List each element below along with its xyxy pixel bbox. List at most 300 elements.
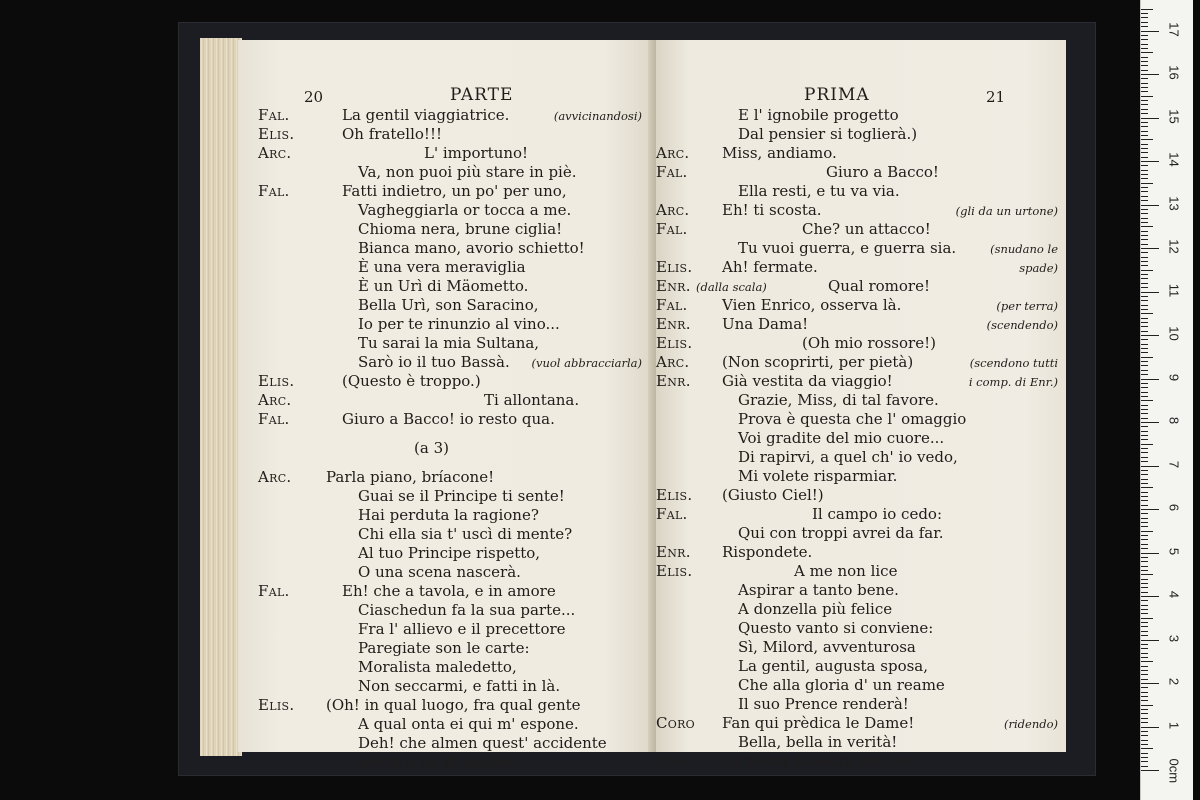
ruler-tick bbox=[1141, 9, 1153, 10]
ruler-tick bbox=[1141, 365, 1148, 366]
ruler-number: 4 bbox=[1166, 590, 1182, 599]
ruler-tick bbox=[1141, 692, 1148, 693]
right_page-stage-direction: spade) bbox=[1019, 261, 1058, 275]
ruler-tick bbox=[1141, 553, 1159, 554]
right_page-verse-line: A donzella più felice bbox=[738, 600, 893, 618]
left_page-verse-line: Chioma nera, brune ciglia! bbox=[358, 220, 563, 238]
ruler-tick bbox=[1141, 535, 1148, 536]
ruler-tick bbox=[1141, 570, 1148, 571]
ruler-tick bbox=[1141, 444, 1153, 445]
ruler-tick bbox=[1141, 622, 1148, 623]
ruler-tick bbox=[1141, 731, 1148, 732]
right_page-verse-line: Miss, andiamo. bbox=[722, 144, 837, 162]
ruler-tick bbox=[1141, 261, 1148, 262]
ruler-number: 12 bbox=[1166, 239, 1182, 254]
ruler-tick bbox=[1141, 696, 1148, 697]
ruler-tick bbox=[1141, 457, 1148, 458]
page-number-right: 21 bbox=[986, 88, 1006, 106]
ruler-tick bbox=[1141, 265, 1148, 266]
right_page-stage-direction: (gli da un urtone) bbox=[955, 204, 1058, 218]
left_page-verse-line: Bella Urì, son Saracino, bbox=[358, 296, 539, 314]
left_page-verse-line: (Questo è troppo.) bbox=[342, 372, 481, 390]
left_page-verse-line: Ciaschedun fa la sua parte... bbox=[358, 601, 576, 619]
ruler-tick bbox=[1141, 309, 1148, 310]
left_page-verse-line: Fra l' allievo e il precettore bbox=[358, 620, 566, 638]
right_page-speaker: Elis. bbox=[656, 334, 693, 352]
ruler-tick bbox=[1141, 683, 1159, 684]
right_page-verse-line: La gentil, augusta sposa, bbox=[738, 657, 929, 675]
ruler-tick bbox=[1141, 339, 1148, 340]
ruler-tick bbox=[1141, 753, 1148, 754]
ruler-tick bbox=[1141, 165, 1148, 166]
ruler-tick bbox=[1141, 331, 1148, 332]
ruler-tick bbox=[1141, 61, 1148, 62]
ruler-tick bbox=[1141, 26, 1148, 27]
ruler-tick bbox=[1141, 283, 1148, 284]
ruler-tick bbox=[1141, 557, 1148, 558]
ruler-tick bbox=[1141, 52, 1153, 53]
ruler-tick bbox=[1141, 492, 1148, 493]
running-head-left: PARTE bbox=[450, 85, 514, 105]
left_page-verse-line: A qual onta ei qui m' espone. bbox=[358, 715, 579, 733]
ruler-tick bbox=[1141, 418, 1148, 419]
right_page-stage-direction: (per terra) bbox=[996, 299, 1058, 313]
ruler-tick bbox=[1141, 335, 1159, 336]
ruler-tick bbox=[1141, 148, 1148, 149]
ruler-tick bbox=[1141, 413, 1148, 414]
ruler-tick bbox=[1141, 648, 1148, 649]
right-page bbox=[656, 40, 1066, 770]
right_page-speaker: Coro bbox=[656, 714, 695, 732]
right_page-verse-line: Prova è questa che l' omaggio bbox=[738, 410, 967, 428]
ruler-tick bbox=[1141, 87, 1148, 88]
right_page-stage-direction: (ridendo) bbox=[1003, 717, 1058, 731]
ruler-tick bbox=[1141, 757, 1148, 758]
right_page-speaker: Enr. bbox=[656, 752, 691, 770]
left_page-verse-line: Bianca mano, avorio schietto! bbox=[358, 239, 585, 257]
right_page-verse-line: Ella resti, e tu va via. bbox=[738, 182, 900, 200]
left_page-speaker: Fal. bbox=[258, 182, 290, 200]
ruler-tick bbox=[1141, 31, 1159, 32]
left-page bbox=[238, 40, 654, 771]
ruler-tick bbox=[1141, 235, 1148, 236]
ruler-tick bbox=[1141, 257, 1148, 258]
right_page-verse-line: Qui con troppi avrei da far. bbox=[738, 524, 944, 542]
ruler-tick bbox=[1141, 548, 1148, 549]
ruler-tick bbox=[1141, 392, 1148, 393]
left_page-verse-line: È un Urì di Mäometto. bbox=[358, 277, 529, 295]
right_page-speaker: Enr. bbox=[656, 372, 691, 390]
ruler-tick bbox=[1141, 605, 1148, 606]
ruler-tick bbox=[1141, 687, 1148, 688]
ruler-tick bbox=[1141, 409, 1148, 410]
ruler-tick bbox=[1141, 718, 1148, 719]
ruler-tick bbox=[1141, 222, 1148, 223]
ruler-tick bbox=[1141, 113, 1148, 114]
ruler-tick bbox=[1141, 613, 1148, 614]
ruler-tick bbox=[1141, 727, 1159, 728]
ruler-tick bbox=[1141, 574, 1153, 575]
right_page-verse-line: Voi gradite del mio cuore... bbox=[738, 429, 945, 447]
ruler-tick bbox=[1141, 300, 1148, 301]
right_page-stage-direction: (snudano le bbox=[990, 242, 1058, 256]
left_page-speaker: Arc. bbox=[258, 391, 292, 409]
ruler-tick bbox=[1141, 270, 1153, 271]
right_page-verse-line: Bella, bella in verità! bbox=[738, 733, 898, 751]
ruler-tick bbox=[1141, 461, 1148, 462]
right_page-speaker: Enr. bbox=[656, 277, 691, 295]
ruler-tick bbox=[1141, 187, 1148, 188]
left_page-speaker: Arc. bbox=[258, 144, 292, 162]
ruler-tick bbox=[1141, 644, 1148, 645]
ruler-number: 2 bbox=[1166, 677, 1182, 686]
ruler-tick bbox=[1141, 278, 1148, 279]
ruler-tick bbox=[1141, 470, 1148, 471]
ruler-tick bbox=[1141, 22, 1148, 23]
ruler-number: 6 bbox=[1166, 503, 1182, 512]
left_page-verse-line: Io per te rinunzio al vino... bbox=[358, 315, 560, 333]
right_page-stage-direction: (scendono tutti bbox=[969, 356, 1058, 370]
left_page-verse-line: Oh fratello!!! bbox=[342, 125, 443, 143]
ruler-tick bbox=[1141, 626, 1148, 627]
left_page-verse-line: Eh! che a tavola, e in amore bbox=[342, 582, 556, 600]
ruler-number: 11 bbox=[1166, 283, 1182, 297]
ruler-tick bbox=[1141, 387, 1148, 388]
ruler-tick bbox=[1141, 705, 1153, 706]
ruler-tick bbox=[1141, 152, 1148, 153]
ruler-tick bbox=[1141, 239, 1148, 240]
ruler-tick bbox=[1141, 518, 1148, 519]
left_page-verse-line: Ti allontana. bbox=[484, 391, 580, 409]
ruler-tick bbox=[1141, 748, 1153, 749]
ruler-tick bbox=[1141, 653, 1148, 654]
left_page-verse-line: È una vera meraviglia bbox=[358, 258, 526, 276]
ruler-number: 5 bbox=[1166, 547, 1182, 555]
ruler-tick bbox=[1141, 526, 1148, 527]
right_page-speaker: Fal. bbox=[656, 296, 688, 314]
right_page-speaker: Arc. bbox=[656, 201, 690, 219]
left_page-verse-line: O una scena nascerà. bbox=[358, 563, 521, 581]
ruler-tick bbox=[1141, 592, 1148, 593]
ruler-tick bbox=[1141, 96, 1153, 97]
left_page-stage-direction: (avvicinandosi) bbox=[553, 109, 642, 123]
ruler-tick bbox=[1141, 57, 1148, 58]
ruler-tick bbox=[1141, 131, 1148, 132]
ruler-tick bbox=[1141, 561, 1148, 562]
right_page-stage-direction: (scendendo) bbox=[986, 318, 1058, 332]
ruler-tick bbox=[1141, 400, 1153, 401]
ruler-tick bbox=[1141, 600, 1148, 601]
ruler-tick bbox=[1141, 91, 1148, 92]
ruler-tick bbox=[1141, 435, 1148, 436]
left_page-verse-line: Al tuo Principe rispetto, bbox=[358, 544, 541, 562]
ruler-tick bbox=[1141, 544, 1148, 545]
left_page-verse-line: Serva a lui di lezione, bbox=[358, 753, 523, 771]
ruler-tick bbox=[1141, 100, 1148, 101]
right_page-verse-line: Fan qui prèdica le Dame! bbox=[722, 714, 915, 732]
right_page-verse-line: Rispondete. bbox=[722, 543, 813, 561]
ruler-tick bbox=[1141, 70, 1148, 71]
ruler-tick bbox=[1141, 735, 1148, 736]
left_page-verse-line: Moralista maledetto, bbox=[358, 658, 517, 676]
right_page-verse-line: E l' ignobile progetto bbox=[738, 106, 899, 124]
right_page-verse-line: Che? un attacco! bbox=[802, 220, 931, 238]
ruler-tick bbox=[1141, 579, 1148, 580]
ruler-tick bbox=[1141, 766, 1148, 767]
right_page-verse-line: Il campo io cedo: bbox=[812, 505, 943, 523]
right_page-verse-line: Dal pensier si toglierà.) bbox=[738, 125, 918, 143]
left_page-verse-line: Vagheggiarla or tocca a me. bbox=[358, 201, 572, 219]
ruler-tick bbox=[1141, 509, 1159, 510]
ruler-tick bbox=[1141, 305, 1148, 306]
ruler-tick bbox=[1141, 144, 1148, 145]
right_page-verse-line: Di moral mäestra ancora! bbox=[722, 752, 918, 770]
ruler-tick bbox=[1141, 161, 1159, 162]
ruler-tick bbox=[1141, 248, 1159, 249]
right_page-stage-direction: i comp. di Enr.) bbox=[968, 375, 1058, 389]
ruler-tick bbox=[1141, 505, 1148, 506]
ruler-tick bbox=[1141, 17, 1148, 18]
ruler-tick bbox=[1141, 48, 1148, 49]
ruler-tick bbox=[1141, 13, 1148, 14]
ruler-tick bbox=[1141, 326, 1148, 327]
right_page-speaker: Enr. bbox=[656, 543, 691, 561]
ruler-number: 13 bbox=[1166, 195, 1182, 211]
ruler-tick bbox=[1141, 126, 1148, 127]
ruler-tick bbox=[1141, 231, 1148, 232]
ruler-tick bbox=[1141, 357, 1153, 358]
ruler-tick bbox=[1141, 722, 1148, 723]
ruler-tick bbox=[1141, 157, 1148, 158]
left_page-verse-line: Paregiate son le carte: bbox=[358, 639, 530, 657]
ruler-tick bbox=[1141, 405, 1148, 406]
ruler-tick bbox=[1141, 183, 1153, 184]
ruler-tick bbox=[1141, 744, 1148, 745]
left_page-stage-direction: (vuol abbracciarla) bbox=[531, 356, 642, 370]
right_page-verse-line: Di rapirvi, a quel ch' io vedo, bbox=[738, 448, 958, 466]
left_page-speaker: Fal. bbox=[258, 106, 290, 124]
ruler-tick bbox=[1141, 713, 1148, 714]
ruler-tick bbox=[1141, 200, 1148, 201]
ruler-tick bbox=[1141, 244, 1148, 245]
ruler-tick bbox=[1141, 83, 1148, 84]
right_page-verse-line: (Giusto Ciel!) bbox=[722, 486, 824, 504]
ruler-tick bbox=[1141, 709, 1148, 710]
ruler-tick bbox=[1141, 539, 1148, 540]
right_page-verse-line: A me non lice bbox=[794, 562, 898, 580]
left_page-verse-line: Hai perduta la ragione? bbox=[358, 506, 539, 524]
left_page-verse-line: Tu sarai la mia Sultana, bbox=[358, 334, 540, 352]
ruler-tick bbox=[1141, 487, 1153, 488]
right_page-verse-line: Il suo Prence renderà! bbox=[738, 695, 909, 713]
ruler-tick bbox=[1141, 352, 1148, 353]
ruler-tick bbox=[1141, 770, 1159, 771]
right_page-speaker: Enr. bbox=[656, 315, 691, 333]
ruler-tick bbox=[1141, 740, 1148, 741]
measurement-ruler bbox=[1140, 0, 1193, 800]
right_page-speaker: Fal. bbox=[656, 163, 688, 181]
left_page-verse-line: Va, non puoi più stare in piè. bbox=[358, 163, 577, 181]
ruler-tick bbox=[1141, 666, 1148, 667]
ruler-number: 15 bbox=[1166, 108, 1182, 124]
ruler-tick bbox=[1141, 44, 1148, 45]
ruler-tick bbox=[1141, 379, 1159, 380]
ruler-tick bbox=[1141, 274, 1148, 275]
left_page-verse-line: (a 3) bbox=[414, 439, 449, 457]
ruler-tick bbox=[1141, 426, 1148, 427]
ruler-tick bbox=[1141, 170, 1148, 171]
right_page-speaker: Arc. bbox=[656, 353, 690, 371]
left_page-verse-line: La gentil viaggiatrice. bbox=[342, 106, 510, 124]
ruler-tick bbox=[1141, 374, 1148, 375]
ruler-tick bbox=[1141, 65, 1148, 66]
ruler-tick bbox=[1141, 296, 1148, 297]
ruler-tick bbox=[1141, 439, 1148, 440]
ruler-number: 1 bbox=[1166, 721, 1182, 729]
ruler-tick bbox=[1141, 661, 1153, 662]
right_page-speaker: Arc. bbox=[656, 144, 690, 162]
ruler-tick bbox=[1141, 500, 1148, 501]
left_page-verse-line: Deh! che almen quest' accidente bbox=[358, 734, 607, 752]
ruler-unit-label: 0cm bbox=[1166, 758, 1182, 784]
ruler-tick bbox=[1141, 596, 1159, 597]
ruler-tick bbox=[1141, 109, 1148, 110]
ruler-number: 14 bbox=[1166, 152, 1182, 167]
right_page-verse-line: Mi volete risparmiar. bbox=[738, 467, 898, 485]
right_page-verse-line: Grazie, Miss, di tal favore. bbox=[738, 391, 939, 409]
ruler-tick bbox=[1141, 635, 1148, 636]
ruler-tick bbox=[1141, 513, 1148, 514]
ruler-number: 10 bbox=[1166, 326, 1182, 341]
left_page-speaker: Elis. bbox=[258, 696, 295, 714]
running-head-right: PRIMA bbox=[804, 85, 870, 105]
ruler-tick bbox=[1141, 640, 1159, 641]
right_page-speaker: Elis. bbox=[656, 562, 693, 580]
left_page-speaker: Arc. bbox=[258, 468, 292, 486]
right_page-verse-line: Che alla gloria d' un reame bbox=[738, 676, 945, 694]
page-number-left: 20 bbox=[304, 88, 324, 106]
ruler-tick bbox=[1141, 609, 1148, 610]
right_page-verse-line: Sì, Milord, avventurosa bbox=[738, 638, 916, 656]
ruler-tick bbox=[1141, 583, 1148, 584]
ruler-tick bbox=[1141, 496, 1148, 497]
ruler-tick bbox=[1141, 474, 1148, 475]
ruler-tick bbox=[1141, 383, 1148, 384]
ruler-tick bbox=[1141, 209, 1148, 210]
ruler-tick bbox=[1141, 452, 1148, 453]
ruler-tick bbox=[1141, 205, 1159, 206]
left_page-speaker: Elis. bbox=[258, 125, 295, 143]
ruler-tick bbox=[1141, 670, 1148, 671]
ruler-tick bbox=[1141, 466, 1159, 467]
ruler-tick bbox=[1141, 191, 1148, 192]
ruler-tick bbox=[1141, 344, 1148, 345]
left_page-speaker: Elis. bbox=[258, 372, 295, 390]
right_page-verse-line: Giuro a Bacco! bbox=[826, 163, 939, 181]
right_page-verse-line: (Oh mio rossore!) bbox=[802, 334, 936, 352]
right_page-speaker: Fal. bbox=[656, 505, 688, 523]
right_page-verse-line: Tu vuoi guerra, e guerra sia. bbox=[738, 239, 957, 257]
right_page-speaker: Elis. bbox=[656, 486, 693, 504]
ruler-tick bbox=[1141, 135, 1148, 136]
ruler-number: 8 bbox=[1166, 416, 1182, 425]
ruler-tick bbox=[1141, 292, 1159, 293]
ruler-tick bbox=[1141, 35, 1148, 36]
right_page-verse-line: Qual romore! bbox=[828, 277, 930, 295]
ruler-tick bbox=[1141, 679, 1148, 680]
ruler-tick bbox=[1141, 531, 1153, 532]
ruler-tick bbox=[1141, 479, 1148, 480]
ruler-number: 9 bbox=[1166, 373, 1182, 381]
ruler-tick bbox=[1141, 396, 1148, 397]
ruler-tick bbox=[1141, 431, 1148, 432]
ruler-tick bbox=[1141, 522, 1148, 523]
ruler-tick bbox=[1141, 422, 1159, 423]
left_page-verse-line: Sarò io il tuo Bassà. bbox=[358, 353, 510, 371]
ruler-tick bbox=[1141, 322, 1148, 323]
ruler-tick bbox=[1141, 761, 1148, 762]
ruler-number: 17 bbox=[1166, 21, 1182, 37]
ruler-tick bbox=[1141, 370, 1148, 371]
ruler-tick bbox=[1141, 74, 1159, 75]
right_page-speaker: Fal. bbox=[656, 220, 688, 238]
left_page-verse-line: L' importuno! bbox=[424, 144, 529, 162]
ruler-tick bbox=[1141, 104, 1148, 105]
right_page-stage-direction: (dalla scala) bbox=[696, 280, 767, 294]
ruler-tick bbox=[1141, 78, 1148, 79]
right_page-verse-line: Vien Enrico, osserva là. bbox=[722, 296, 902, 314]
ruler-tick bbox=[1141, 348, 1148, 349]
ruler-tick bbox=[1141, 226, 1153, 227]
ruler-tick bbox=[1141, 178, 1148, 179]
ruler-tick bbox=[1141, 318, 1148, 319]
ruler-number: 16 bbox=[1166, 65, 1182, 80]
right_page-verse-line: (Non scoprirti, per pietà) bbox=[722, 353, 914, 371]
left_page-verse-line: Fatti indietro, un po' per uno, bbox=[342, 182, 567, 200]
ruler-number: 3 bbox=[1166, 634, 1182, 642]
ruler-tick bbox=[1141, 618, 1153, 619]
left_page-speaker: Fal. bbox=[258, 582, 290, 600]
ruler-tick bbox=[1141, 700, 1148, 701]
ruler-tick bbox=[1141, 631, 1148, 632]
right_page-verse-line: Questo vanto si conviene: bbox=[738, 619, 934, 637]
right_page-speaker: Elis. bbox=[656, 258, 693, 276]
ruler-tick bbox=[1141, 118, 1159, 119]
ruler-tick bbox=[1141, 287, 1148, 288]
left_page-speaker: Fal. bbox=[258, 410, 290, 428]
left_page-verse-line: (Oh! in qual luogo, fra qual gente bbox=[326, 696, 581, 714]
right_page-verse-line: Aspirar a tanto bene. bbox=[738, 581, 899, 599]
ruler-tick bbox=[1141, 674, 1148, 675]
left_page-verse-line: Giuro a Bacco! io resto qua. bbox=[342, 410, 555, 428]
ruler-tick bbox=[1141, 483, 1148, 484]
ruler-tick bbox=[1141, 196, 1148, 197]
page-edge-stack bbox=[200, 38, 242, 756]
ruler-tick bbox=[1141, 587, 1148, 588]
ruler-tick bbox=[1141, 39, 1148, 40]
ruler-tick bbox=[1141, 657, 1148, 658]
ruler-tick bbox=[1141, 122, 1148, 123]
left_page-verse-line: Guai se il Principe ti sente! bbox=[358, 487, 565, 505]
right_page-verse-line: Una Dama! bbox=[722, 315, 809, 333]
ruler-tick bbox=[1141, 174, 1148, 175]
ruler-tick bbox=[1141, 213, 1148, 214]
right_page-verse-line: Ah! fermate. bbox=[722, 258, 818, 276]
ruler-tick bbox=[1141, 566, 1148, 567]
ruler-tick bbox=[1141, 448, 1148, 449]
ruler-tick bbox=[1141, 139, 1153, 140]
ruler-tick bbox=[1141, 218, 1148, 219]
